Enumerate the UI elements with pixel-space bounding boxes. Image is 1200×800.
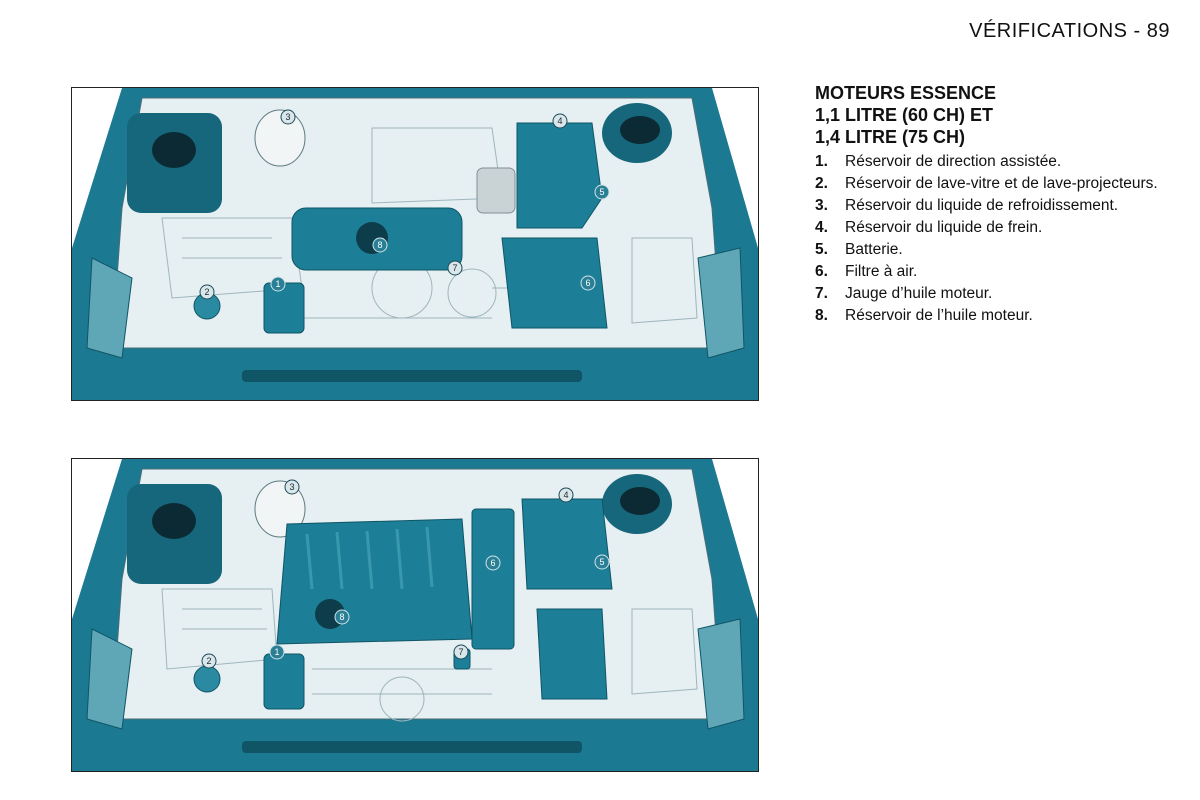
callout-3 [281,110,295,124]
svg-text:2: 2 [206,656,212,666]
page-header: VÉRIFICATIONS - 89 [969,20,1170,42]
svg-text:1: 1 [275,279,281,289]
callout-1 [270,645,284,659]
legend-text: Réservoir de lave-vitre et de lave-projecteurs. [845,175,1158,192]
legend-text: Réservoir de direction assistée. [845,153,1062,170]
legend-number: 5. [815,241,828,258]
callout-6 [486,556,500,570]
legend-text: Réservoir du liquide de refroidissement. [845,197,1119,214]
svg-text:3: 3 [285,112,291,122]
section-heading [815,82,996,148]
legend-item [815,220,1175,236]
legend-number: 6. [815,263,828,280]
callout-4 [559,488,573,502]
callout-4 [553,114,567,128]
svg-text:5: 5 [599,187,605,197]
svg-text:6: 6 [585,278,591,288]
svg-text:6: 6 [490,558,496,568]
callout-2 [202,654,216,668]
engine-bay-illustration-1 [71,87,759,401]
engine-bay-drawing-1 [72,88,758,400]
legend-number: 7. [815,285,828,302]
callout-6 [581,276,595,290]
svg-text:4: 4 [563,490,569,500]
svg-text:8: 8 [339,612,345,622]
legend-text: Filtre à air. [845,263,918,280]
legend-item [815,264,1175,280]
callout-5 [595,185,609,199]
legend-item [815,176,1175,192]
legend-text: Batterie. [845,241,903,258]
component-legend [815,154,1175,330]
callout-8 [373,238,387,252]
legend-number: 1. [815,153,828,170]
legend-number: 8. [815,307,828,324]
svg-text:7: 7 [452,263,458,273]
heading-line-2: 1,1 LITRE (60 CH) ET [815,105,994,125]
legend-text: Réservoir du liquide de frein. [845,219,1043,236]
legend-item [815,242,1175,258]
legend-number: 4. [815,219,828,236]
svg-text:4: 4 [557,116,563,126]
legend-text: Réservoir de l’huile moteur. [845,307,1033,324]
engine-bay-illustration-2 [71,458,759,772]
svg-text:8: 8 [377,240,383,250]
svg-text:3: 3 [289,482,295,492]
callout-5 [595,555,609,569]
callout-7 [454,645,468,659]
callout-1 [271,277,285,291]
heading-line-1: MOTEURS ESSENCE [815,83,997,103]
callout-7 [448,261,462,275]
svg-text:5: 5 [599,557,605,567]
legend-text: Jauge d’huile moteur. [845,285,993,302]
legend-number: 3. [815,197,828,214]
legend-item [815,198,1175,214]
svg-text:2: 2 [204,287,210,297]
svg-text:1: 1 [274,647,280,657]
legend-item [815,308,1175,324]
legend-item [815,154,1175,170]
legend-item [815,286,1175,302]
callout-3 [285,480,299,494]
engine-bay-drawing-2 [72,459,758,771]
callout-2 [200,285,214,299]
callout-8 [335,610,349,624]
svg-text:7: 7 [458,647,464,657]
legend-number: 2. [815,175,828,192]
heading-line-3: 1,4 LITRE (75 CH) [815,127,966,147]
